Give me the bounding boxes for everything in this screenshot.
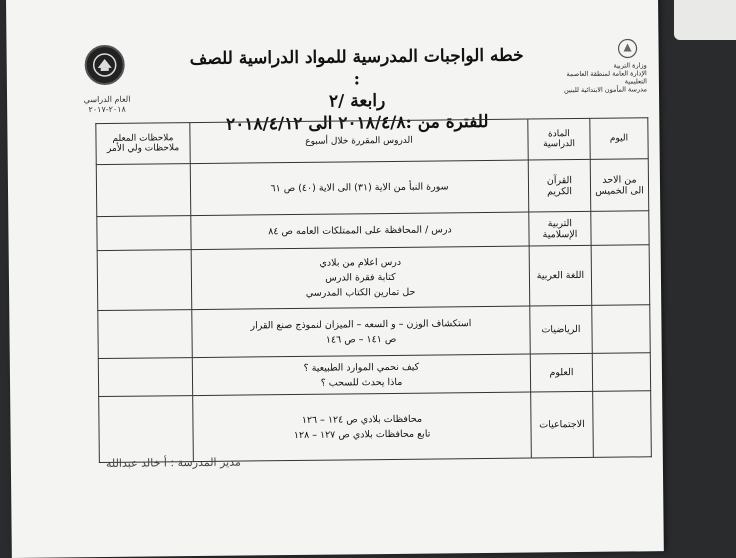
lesson-line: ماذا يحدث للسحب ؟ bbox=[320, 376, 403, 389]
ministry-block bbox=[547, 61, 647, 94]
ministry-line-3: مدرسة المأمون الابتدائية للبنين bbox=[563, 85, 648, 95]
header-notes: ملاحظات المعلم ملاحظات ولي الأمر bbox=[96, 123, 190, 165]
table-header-row bbox=[96, 118, 648, 165]
title-line-3: للفترة من :٢٠١٨/٤/٨ الى ٢٠١٨/٤/١٢ bbox=[225, 111, 489, 135]
lesson-line: كيف نحمي الموارد الطبيعية ؟ bbox=[303, 361, 420, 374]
notes-cell bbox=[97, 250, 192, 311]
academic-year bbox=[67, 95, 147, 116]
subject-cell: التربية الإسلامية bbox=[529, 211, 591, 246]
document-header bbox=[6, 0, 659, 135]
homework-table bbox=[95, 117, 652, 463]
lessons-cell bbox=[192, 306, 530, 358]
lesson-line: درس اعلام من بلادي bbox=[319, 256, 402, 269]
header-subject: المادة الدراسية bbox=[528, 118, 590, 160]
subject-cell: اللغة العربية bbox=[529, 245, 592, 306]
lesson-line: ص ١٤١ – ص ١٤٦ bbox=[325, 333, 397, 346]
academic-year-value: ٢٠١٨-٢٠١٧ bbox=[88, 104, 126, 115]
day-cell bbox=[593, 391, 652, 458]
academic-year-label: العام الدراسي bbox=[83, 94, 131, 105]
day-range: من الاحد الى الخميس bbox=[590, 159, 649, 212]
day-cell bbox=[592, 353, 650, 392]
lesson-line: محافظات بلادي ص ١٢٤ – ١٢٦ bbox=[301, 413, 423, 426]
header-day: اليوم bbox=[590, 118, 648, 160]
header-lessons: الدروس المقررة خلال أسبوع bbox=[190, 119, 528, 164]
lesson-line: حل تمارين الكتاب المدرسي bbox=[305, 286, 416, 299]
ministry-line-1: وزارة التربية bbox=[613, 61, 647, 70]
subject-cell: الاجتماعيات bbox=[531, 391, 594, 458]
lesson-line: درس / المحافظة على الممتلكات العامه ص ٨٤ bbox=[268, 224, 452, 238]
table-row bbox=[98, 305, 650, 359]
title-line-2: رابعة /٢ bbox=[328, 91, 386, 112]
notes-cell bbox=[98, 358, 192, 397]
notes-cell bbox=[99, 396, 194, 463]
lessons-cell bbox=[191, 246, 530, 310]
day-cell bbox=[592, 305, 650, 354]
lessons-cell bbox=[191, 212, 529, 250]
lessons-cell bbox=[190, 160, 529, 216]
notes-cell bbox=[96, 164, 191, 217]
document-sheet bbox=[6, 0, 664, 558]
background-paper-corner bbox=[674, 0, 736, 40]
ministry-line-2: الإدارة العامة لمنطقة العاصمة التعليمية bbox=[566, 69, 647, 86]
day-cell bbox=[591, 211, 649, 246]
lesson-line: تابع محافظات بلادي ص ١٢٧ – ١٢٨ bbox=[293, 428, 431, 441]
lessons-cell bbox=[193, 392, 532, 462]
table-row bbox=[98, 353, 650, 397]
table-row bbox=[99, 391, 652, 463]
subject-cell: القرآن الكريم bbox=[528, 159, 591, 212]
notes-cell bbox=[98, 310, 192, 359]
lesson-line: سورة النبأ من الاية (٣١) الى الاية (٤٠) ص ٦١ bbox=[270, 181, 449, 195]
lesson-line: استكشاف الوزن – و السعه – الميزان لنموذج صنع القرار bbox=[250, 317, 472, 331]
school-emblem-icon bbox=[84, 45, 124, 85]
lessons-cell bbox=[192, 354, 530, 396]
subject-cell: العلوم bbox=[530, 353, 592, 392]
table-row bbox=[96, 159, 649, 217]
notes-cell bbox=[97, 216, 191, 251]
ministry-emblem-icon bbox=[616, 37, 638, 59]
principal-signature: مدير المدرسة : أ خالد عبدالله bbox=[105, 455, 241, 470]
day-cell bbox=[591, 245, 650, 306]
table-row bbox=[97, 245, 650, 311]
subject-cell: الرياضيات bbox=[530, 305, 592, 354]
title-line-1: خطه الواجبات المدرسية للمواد الدراسية للصف : bbox=[189, 45, 524, 90]
lesson-line: كتابة فقرة الدرس bbox=[325, 271, 396, 284]
table-row bbox=[97, 211, 649, 251]
